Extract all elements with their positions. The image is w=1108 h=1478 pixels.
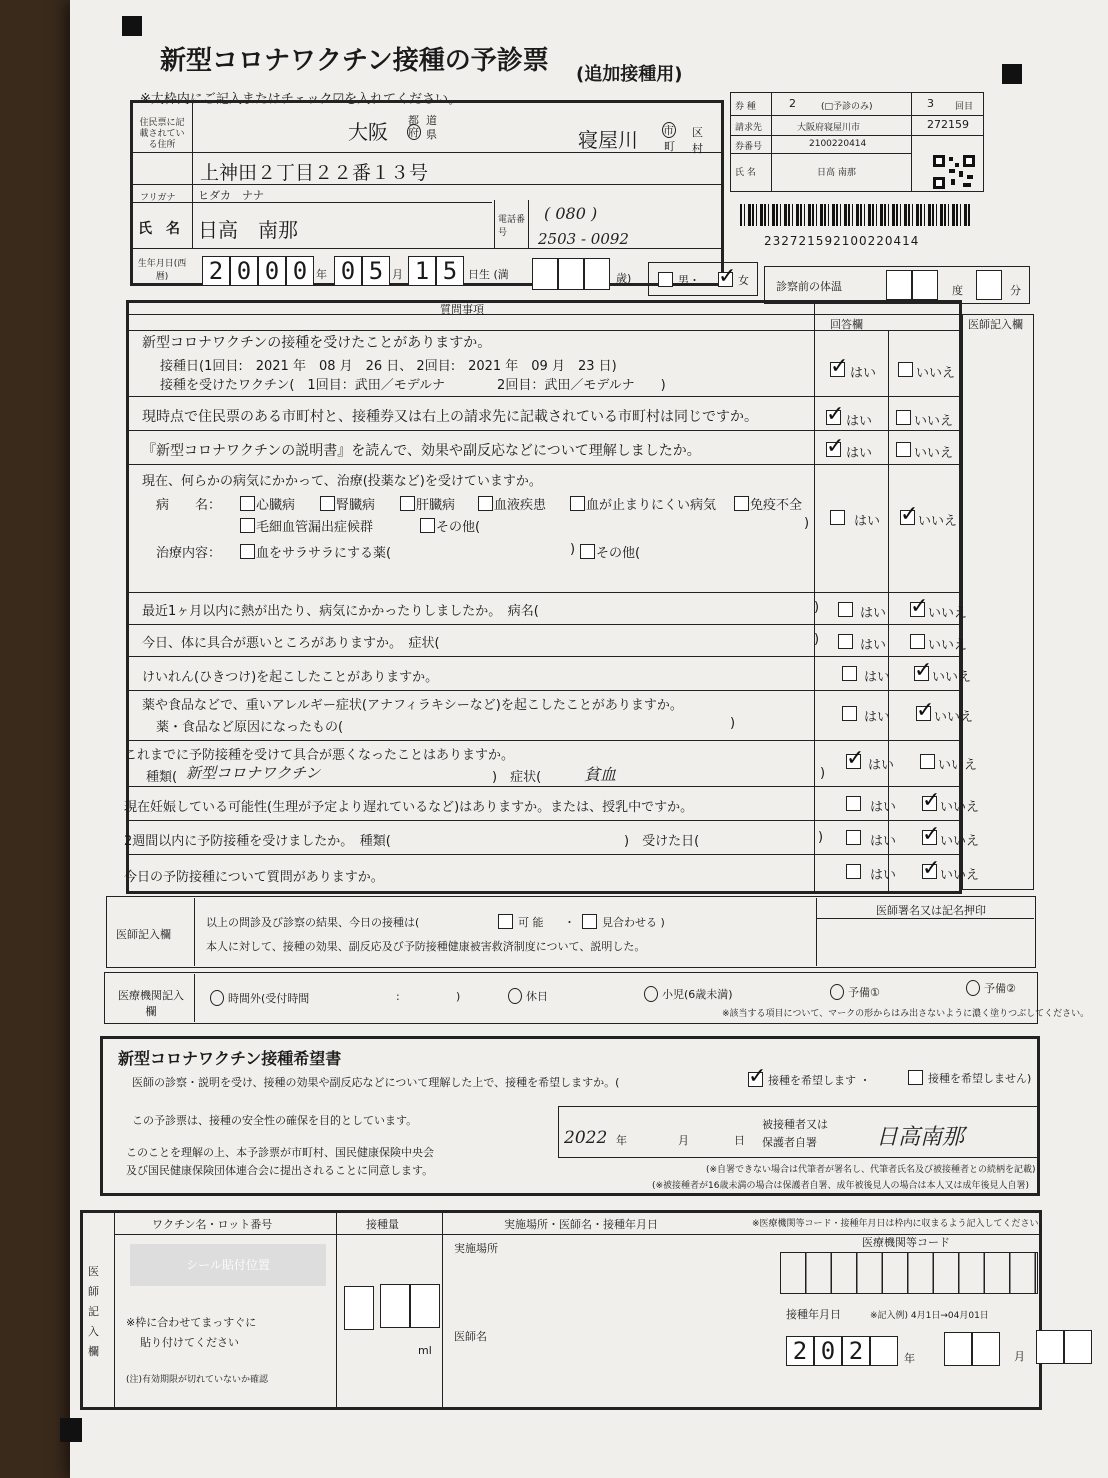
corner-marker — [122, 16, 142, 36]
vaccination-year-digit[interactable] — [870, 1336, 898, 1366]
facility-code-boxes[interactable] — [780, 1252, 1038, 1294]
code-label: 医療機関等コード — [862, 1236, 950, 1249]
birth-month-digit[interactable]: 0 — [334, 256, 362, 286]
answers-header: 回答欄 — [830, 318, 863, 331]
disease-checkbox[interactable] — [240, 518, 255, 533]
holiday-label: 休日 — [526, 990, 548, 1003]
birth-label: 生年月日(西暦) — [137, 259, 187, 282]
possible-checkbox[interactable] — [498, 914, 513, 929]
pref-suffix-to: 都 — [408, 114, 419, 127]
bottom-col3: 実施場所・医師名・接種年月日 — [504, 1218, 658, 1231]
temp-degree-box[interactable] — [912, 270, 938, 300]
bottom-side-label: 医師記入欄 — [88, 1265, 99, 1358]
q1-dates: 接種日(1回目: 2021 年 08 月 26 日、 2回目: 2021 年 09 月 23 日) — [160, 359, 617, 374]
disease-checkbox[interactable] — [240, 496, 255, 511]
q9-close: ) — [820, 766, 826, 781]
facility-label: 医療機関記入欄 — [118, 989, 184, 1018]
yes-label: はい — [864, 670, 891, 685]
temp-degree-label: 度 — [952, 284, 963, 297]
disease-heart: 心臓病 — [256, 498, 296, 513]
doctor-line2: 本人に対して、接種の効果、副反応及び予防接種健康被害救済制度について、説明した。 — [206, 940, 646, 953]
disease-bleeding: 血が止まりにくい病気 — [586, 498, 717, 513]
address-prefecture: 大阪 — [348, 120, 388, 144]
consent-note2: (※被接種者が16歳未満の場合は保護者自署、成年被後見人の場合は本人又は成年後見人自署) — [652, 1181, 1030, 1191]
ticket-number-value: 2100220414 — [809, 139, 867, 149]
vaccination-year-digit[interactable]: 2 — [842, 1336, 870, 1366]
birth-year-digit[interactable]: 0 — [258, 256, 286, 286]
phone-area: ( 080 ) — [544, 204, 598, 223]
billing-code: 272159 — [927, 118, 969, 131]
q5-yes-checkbox[interactable] — [838, 602, 853, 617]
bottom-col1: ワクチン名・ロット番号 — [152, 1218, 273, 1231]
ticket-name-value: 日高 南那 — [817, 168, 856, 178]
disease-checkbox[interactable] — [400, 496, 415, 511]
treatment-other: その他( — [596, 546, 641, 561]
no-label: いいえ — [914, 446, 954, 461]
q9-kind-label: 種類( — [146, 770, 178, 785]
q2-text: 現時点で住民票のある市町村と、接種券又は右上の請求先に記載されている市町村は同じですか。 — [142, 409, 758, 425]
phone-number: 2503 - 0092 — [538, 230, 629, 248]
age-box[interactable] — [532, 258, 558, 290]
page-title: 新型コロナワクチン接種の予診票 — [160, 46, 549, 76]
no-label: いいえ — [940, 868, 980, 883]
yes-label: はい — [846, 414, 873, 429]
disease-blood: 血液疾患 — [494, 498, 547, 513]
q12-yes-checkbox[interactable] — [846, 864, 861, 879]
yes-label: はい — [854, 514, 881, 529]
no-label: いいえ — [928, 638, 968, 653]
ticket-number-label: 券番号 — [735, 142, 763, 152]
phone-label: 電話番号 — [498, 215, 526, 238]
date-example: ※記入例) 4月1日→04月01日 — [870, 1311, 989, 1321]
temp-minute-label: 分 — [1010, 284, 1021, 297]
birth-year-label: 年 — [316, 268, 327, 281]
yes-label: はい — [870, 868, 897, 883]
q9-no-checkbox[interactable] — [920, 754, 935, 769]
vaccination-day-box[interactable] — [1036, 1330, 1064, 1364]
ticket-times-value: 3 — [927, 97, 934, 110]
yes-label: はい — [870, 834, 897, 849]
vaccination-year-label: 年 — [904, 1352, 915, 1365]
ticket-info-box — [730, 92, 984, 192]
wish-checkbox[interactable] — [748, 1072, 763, 1087]
ticket-times-label: 回目 — [955, 102, 974, 112]
vaccination-year-digit[interactable]: 0 — [814, 1336, 842, 1366]
dose-box[interactable] — [380, 1284, 410, 1328]
no-label: いいえ — [940, 834, 980, 849]
city-suffix-shi: 市 — [663, 124, 674, 137]
q2-yes-checkbox[interactable] — [826, 410, 841, 425]
dose-box[interactable] — [410, 1284, 440, 1328]
female-label: 女 — [738, 274, 749, 287]
city-suffix-cho: 町 — [664, 140, 675, 153]
birth-year-digit[interactable]: 0 — [230, 256, 258, 286]
date-label: 接種年月日 — [786, 1308, 841, 1321]
pref-suffix-do: 道 — [426, 114, 437, 127]
barcode-number: 232721592100220414 — [764, 234, 920, 248]
q1-vaccine: 接種を受けたワクチン( 1回目：武田／モデルナ 2回目：武田／モデルナ ) — [160, 378, 666, 393]
reserve2-radio[interactable] — [966, 980, 980, 996]
disease-checkbox[interactable] — [734, 496, 749, 511]
instruction-text: ※太枠内にご記入またはチェック☑を入れてください。 — [140, 92, 462, 107]
corner-marker — [1002, 64, 1022, 84]
consent-line2: この予診票は、接種の安全性の確保を目的としています。 — [132, 1114, 418, 1127]
pref-suffix-fu: 府 — [408, 126, 419, 139]
male-label: 男・ — [678, 274, 700, 287]
doctor-sign-label: 医師署名又は記名押印 — [876, 904, 986, 917]
q1-no-checkbox[interactable] — [898, 362, 913, 377]
q8-sub: 薬・食品など原因になったもの( — [156, 720, 344, 735]
treatment-close: ) — [570, 542, 576, 557]
name-label: 氏 名 — [138, 221, 180, 237]
signature-value: 日高南那 — [876, 1125, 965, 1150]
form-paper — [70, 0, 1108, 1478]
address-street: 上神田２丁目２２番１３号 — [200, 162, 429, 184]
q7-yes-checkbox[interactable] — [842, 666, 857, 681]
q4-disease-label: 病 名： — [156, 498, 222, 513]
furigana-value: ヒダカ ナナ — [198, 189, 264, 202]
q5-close: ) — [814, 600, 820, 615]
yes-label: はい — [846, 446, 873, 461]
sign-month-label: 月 — [678, 1134, 689, 1147]
sign-year-value: 2022 — [564, 1128, 608, 1148]
disease-other: その他( — [436, 520, 481, 535]
yes-label: はい — [868, 758, 895, 773]
q12-text: 今日の予防接種について質問がありますか。 — [124, 870, 384, 885]
signer-label-2: 保護者自署 — [762, 1136, 817, 1149]
signature-box — [558, 1106, 1038, 1158]
facility-note: ※該当する項目について、マークの形からはみ出さないように濃く塗りつぶしてください。 — [722, 1009, 1090, 1019]
no-label: いいえ — [938, 758, 978, 773]
q12-no-checkbox[interactable] — [922, 864, 937, 879]
sticker-area[interactable]: シール貼付位置 — [130, 1244, 326, 1286]
yes-label: はい — [860, 606, 887, 621]
city-suffix-son: 村 — [692, 142, 703, 155]
q4-text: 現在、何らかの病気にかかって、治療(投薬など)を受けていますか。 — [142, 474, 542, 489]
yes-label: はい — [864, 710, 891, 725]
barcode-icon — [740, 204, 972, 226]
ticket-kind-label: 券 種 — [735, 102, 756, 112]
q5-no-checkbox[interactable] — [910, 602, 925, 617]
ticket-kind-note: (□予診のみ) — [821, 102, 873, 112]
no-label: いいえ — [932, 670, 972, 685]
q4-yes-checkbox[interactable] — [830, 510, 845, 525]
q11-no-checkbox[interactable] — [922, 830, 937, 845]
q6-close: ) — [814, 632, 820, 647]
furigana-label: フリガナ — [140, 193, 176, 203]
vaccination-month-label: 月 — [1014, 1350, 1025, 1363]
vaccination-month-box[interactable] — [972, 1332, 1000, 1366]
after-hours-close: ) — [456, 990, 461, 1003]
q6-no-checkbox[interactable] — [910, 634, 925, 649]
signer-label-1: 被接種者又は — [762, 1118, 828, 1131]
q10-yes-checkbox[interactable] — [846, 796, 861, 811]
q7-text: けいれん(ひきつけ)を起こしたことがありますか。 — [142, 670, 439, 685]
bottom-note: ※医療機関等コード・接種年月日は枠内に収まるよう記入してください。 — [752, 1219, 1048, 1229]
nowish-label: 接種を希望しません) — [928, 1072, 1032, 1085]
postpone-label: 見合わせる ) — [602, 916, 665, 929]
disease-checkbox[interactable] — [320, 496, 335, 511]
reserve1-label: 予備① — [848, 986, 880, 999]
q1-text: 新型コロナワクチンの接種を受けたことがありますか。 — [142, 335, 492, 351]
doctor-header: 医師記入欄 — [968, 318, 1023, 331]
billing-value: 大阪府寝屋川市 — [797, 123, 861, 133]
ticket-name-label: 氏 名 — [735, 168, 756, 178]
dose-box[interactable] — [344, 1286, 374, 1330]
q10-no-checkbox[interactable] — [922, 796, 937, 811]
nowish-checkbox[interactable] — [908, 1070, 923, 1085]
consent-line3: このことを理解の上、本予診票が市町村、国民健康保険中央会 — [126, 1146, 434, 1159]
ticket-kind-value: 2 — [789, 97, 796, 110]
q6-yes-checkbox[interactable] — [838, 634, 853, 649]
q11-text: 2週間以内に予防接種を受けましたか。 種類( — [124, 834, 391, 849]
male-checkbox[interactable] — [658, 272, 673, 287]
q4-treatment-label: 治療内容： — [156, 546, 222, 561]
q2-no-checkbox[interactable] — [896, 410, 911, 425]
birth-day-label: 日生 (満 — [468, 268, 509, 281]
after-hours-radio[interactable] — [210, 990, 224, 1006]
q9-yes-checkbox[interactable] — [846, 754, 861, 769]
q3-yes-checkbox[interactable] — [826, 442, 841, 457]
q9-symptom-value: 貧血 — [584, 765, 617, 784]
no-label: いいえ — [928, 606, 968, 621]
qr-code-icon — [933, 155, 977, 189]
city-suffix-ku: 区 — [692, 126, 703, 139]
disease-checkbox[interactable] — [478, 496, 493, 511]
sign-year-label: 年 — [616, 1134, 627, 1147]
yes-label: はい — [870, 800, 897, 815]
no-label: いいえ — [914, 414, 954, 429]
yes-label: はい — [850, 366, 877, 381]
ml-label: ml — [418, 1344, 432, 1357]
vaccination-year-digit[interactable]: 2 — [786, 1336, 814, 1366]
q8-yes-checkbox[interactable] — [842, 706, 857, 721]
disease-checkbox[interactable] — [570, 496, 585, 511]
no-label: いいえ — [916, 366, 956, 381]
page-subtitle: (追加接種用) — [576, 64, 683, 85]
no-label: いいえ — [940, 800, 980, 815]
vaccination-day-box[interactable] — [1064, 1330, 1092, 1364]
bottom-col2: 接種量 — [366, 1218, 399, 1231]
birth-year-digit[interactable]: 0 — [286, 256, 314, 286]
name-value: 日高 南那 — [198, 218, 298, 242]
consent-title: 新型コロナワクチン接種希望書 — [118, 1049, 342, 1068]
age-box[interactable] — [558, 258, 584, 290]
child-radio[interactable] — [644, 986, 658, 1002]
birth-month-digit[interactable]: 5 — [362, 256, 390, 286]
sign-day-label: 日 — [734, 1134, 745, 1147]
q9-symptom-label: ) 症状( — [492, 770, 542, 785]
reserve1-radio[interactable] — [830, 984, 844, 1000]
address-label: 住民票に記載されている住所 — [139, 118, 185, 150]
age-box[interactable] — [584, 258, 610, 290]
after-hours-label: 時間外(受付時間 — [228, 992, 310, 1005]
q3-no-checkbox[interactable] — [896, 442, 911, 457]
q9-text: これまでに予防接種を受けて具合が悪くなったことはありますか。 — [124, 748, 515, 763]
disease-kidney: 腎臓病 — [336, 498, 376, 513]
yes-label: はい — [860, 638, 887, 653]
sticker-note-1: ※枠に合わせてまっすぐに — [126, 1316, 257, 1329]
q6-text: 今日、体に具合が悪いところがありますか。 症状( — [142, 636, 440, 651]
q10-text: 現在妊娠している可能性(生理が予定より遅れているなど)はありますか。または、授乳中ですか。 — [124, 800, 694, 815]
disease-immuno: 免疫不全 — [750, 498, 803, 513]
after-hours-colon: : — [396, 990, 400, 1003]
birth-year-digit[interactable]: 2 — [202, 256, 230, 286]
q9-kind-value: 新型コロナワクチン — [186, 764, 321, 782]
possible-dot: ・ — [564, 916, 575, 929]
consent-note1: (※自署できない場合は代筆者が署名し、代筆者氏名及び被接種者との続柄を記載) — [706, 1165, 1036, 1175]
no-label: いいえ — [918, 514, 958, 529]
sticker-note-2: 貼り付けてください — [140, 1336, 239, 1349]
treatment-checkbox[interactable] — [240, 544, 255, 559]
doctor-name-label: 医師名 — [454, 1330, 487, 1343]
birth-day-digit[interactable]: 5 — [436, 256, 464, 286]
doctor-section-label: 医師記入欄 — [116, 928, 171, 941]
q8-no-checkbox[interactable] — [916, 706, 931, 721]
corner-marker — [60, 1418, 82, 1442]
birth-day-digit[interactable]: 1 — [408, 256, 436, 286]
q5-text: 最近1ヶ月以内に熱が出たり、病気にかかったりしましたか。 病名( — [142, 604, 539, 619]
disease-close: ) — [804, 516, 810, 531]
temp-minute-box[interactable] — [976, 270, 1002, 300]
expiry-note: (注)有効期限が切れていないか確認 — [126, 1375, 269, 1385]
disease-liver: 肝臓病 — [416, 498, 456, 513]
q11-close: ) — [818, 830, 824, 845]
possible-label: 可 能 — [518, 916, 544, 929]
birth-month-label: 月 — [392, 268, 403, 281]
pref-suffix-ken: 県 — [426, 128, 437, 141]
vaccination-month-box[interactable] — [944, 1332, 972, 1366]
consent-line4: 及び国民健康保険団体連合会に提出されることに同意します。 — [126, 1164, 434, 1177]
female-checkbox[interactable] — [718, 272, 733, 287]
q11-yes-checkbox[interactable] — [846, 830, 861, 845]
holiday-radio[interactable] — [508, 988, 522, 1004]
child-label: 小児(6歳未満) — [662, 988, 733, 1001]
doctor-line1: 以上の問診及び診察の結果、今日の接種は( — [206, 916, 420, 929]
reserve2-label: 予備② — [984, 982, 1016, 995]
temp-degree-box[interactable] — [886, 270, 912, 300]
treatment-blood-thinner: 血をサラサラにする薬( — [256, 546, 392, 561]
treatment-checkbox[interactable] — [580, 544, 595, 559]
disease-checkbox[interactable] — [420, 518, 435, 533]
q8-close: ) — [730, 716, 736, 731]
no-label: いいえ — [934, 710, 974, 725]
address-city: 寝屋川 — [578, 128, 638, 152]
q1-yes-checkbox[interactable] — [830, 362, 845, 377]
q8-text: 薬や食品などで、重いアレルギー症状(アナフィラキシーなど)を起こしたことがありますか。 — [142, 698, 683, 713]
q3-text: 『新型コロナワクチンの説明書』を読んで、効果や副反応などについて理解しましたか。 — [142, 443, 701, 459]
questions-header: 質問事項 — [440, 303, 484, 316]
disease-capillary: 毛細血管漏出症候群 — [256, 520, 374, 535]
postpone-checkbox[interactable] — [582, 914, 597, 929]
age-label: 歳) — [616, 272, 632, 285]
q4-no-checkbox[interactable] — [900, 510, 915, 525]
q11-mid: ) 受けた日( — [624, 834, 700, 849]
temperature-label: 診察前の体温 — [776, 280, 842, 293]
consent-line1: 医師の診察・説明を受け、接種の効果や副反応などについて理解した上で、接種を希望しますか。( — [132, 1076, 620, 1089]
q7-no-checkbox[interactable] — [914, 666, 929, 681]
billing-label: 請求先 — [735, 123, 763, 133]
place-label: 実施場所 — [454, 1242, 498, 1255]
wish-label: 接種を希望します ・ — [768, 1074, 871, 1087]
